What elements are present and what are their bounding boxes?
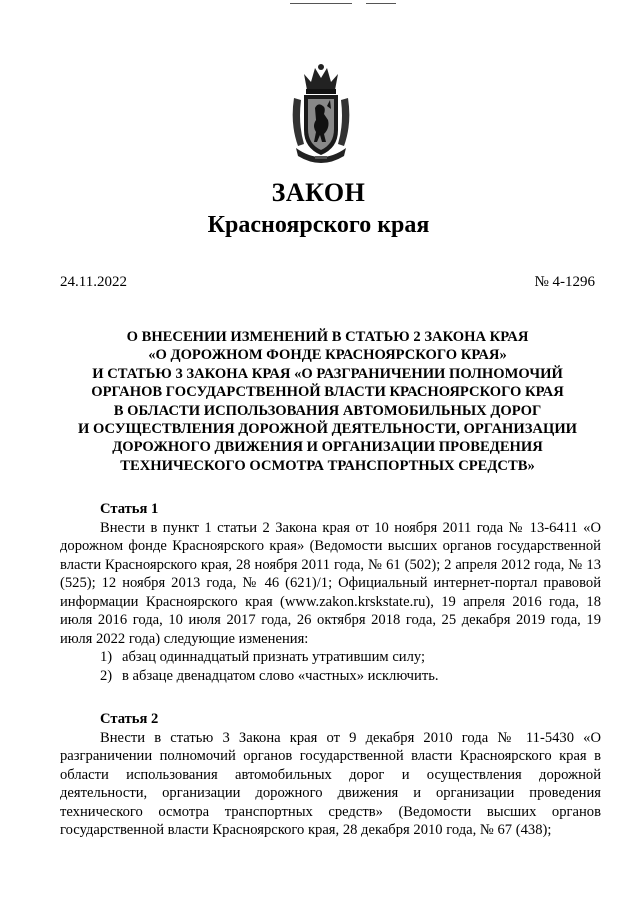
article-1-text: Внести в пункт 1 статьи 2 Закона края от 10 ноября 2011 года № 13-6411 «О дорожном фонде Красноярского края» (Ведомости высших органов государственной власти Красноярского края, 28 ноября 2011 года, № 61 (502); 2 апреля 2012 года, № 13 (525); 12 ноября 2013 года, № 46 (621)/1; Официальный интернет-портал правовой информации Красноярского края (www.zakon.krskstate.ru), 19 апреля 2016 года, 18 июля 2016 года, 10 июля 2017 года, 26 октября 2018 года, 25 декабря 2019 года, 19 июля 2022 года) следующие изменения: (60, 519, 601, 647)
coat-of-arms-icon (290, 62, 352, 167)
article-1-title: Статья 1 (100, 501, 159, 517)
list-item (60, 667, 601, 686)
heading-line: В ОБЛАСТИ ИСПОЛЬЗОВАНИЯ АВТОМОБИЛЬНЫХ ДОРОГ (113, 402, 542, 419)
heading-line: О ВНЕСЕНИИ ИЗМЕНЕНИЙ В СТАТЬЮ 2 ЗАКОНА КРАЯ (126, 329, 529, 345)
article-2-title: Статья 2 (100, 711, 159, 727)
article-2 (60, 710, 601, 840)
heading-line: И ОСУЩЕСТВЛЕНИЯ ДОРОЖНОЙ ДЕЯТЕЛЬНОСТИ, ОРГАНИЗАЦИИ (77, 421, 578, 438)
law-heading (60, 328, 595, 475)
list-item (60, 648, 601, 667)
list-item-number: 2) (100, 667, 113, 684)
doc-date: 24.11.2022 (60, 274, 127, 290)
top-rule-right (366, 3, 396, 4)
doc-number: № 4-1296 (534, 274, 595, 290)
heading-line: ОРГАНОВ ГОСУДАРСТВЕННОЙ ВЛАСТИ КРАСНОЯРСКОГО КРАЯ (91, 384, 564, 401)
list-item-text: в абзаце двенадцатом слово «частных» исключить. (122, 667, 439, 684)
heading-line: ДОРОЖНОГО ДВИЖЕНИЯ И ОРГАНИЗАЦИИ ПРОВЕДЕНИЯ (112, 439, 543, 456)
article-2-text: Внести в статью 3 Закона края от 9 декабря 2010 года № 11-5430 «О разграничении полномочий органов государственной власти Красноярского края в области использования автомобильных дорог и осуществления дорожной деятельности, организации дорожного движения и организации проведения технического осмотра транспортных средств» (Ведомости высших органов государственной власти Красноярского края, 28 декабря 2010 года, № 67 (438); (60, 729, 601, 838)
top-rule-left (290, 3, 352, 4)
list-item-number: 1) (100, 649, 113, 665)
heading-line: «О ДОРОЖНОМ ФОНДЕ КРАСНОЯРСКОГО КРАЯ» (148, 347, 507, 364)
list-item-text: абзац одиннадцатый признать утратившим силу; (122, 649, 426, 665)
article-1 (60, 500, 601, 685)
heading-line: ТЕХНИЧЕСКОГО ОСМОТРА ТРАНСПОРТНЫХ СРЕДСТВ» (120, 457, 535, 474)
heading-line: И СТАТЬЮ 3 ЗАКОНА КРАЯ «О РАЗГРАНИЧЕНИИ ПОЛНОМОЧИЙ (92, 365, 563, 382)
doc-type-title: ЗАКОН (271, 178, 366, 207)
region-title: Красноярского края (207, 212, 430, 238)
